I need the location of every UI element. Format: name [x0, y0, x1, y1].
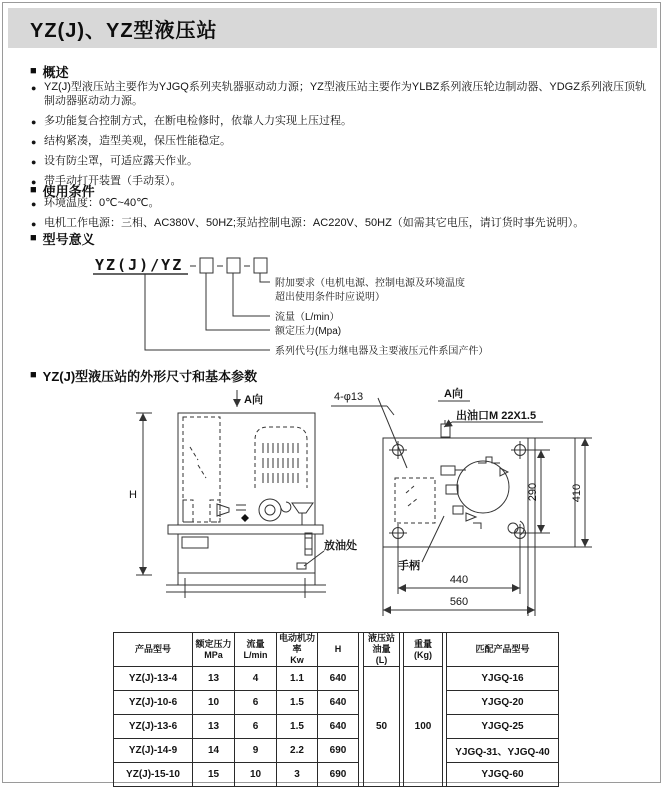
motor-fins	[263, 443, 298, 483]
table-row	[114, 763, 559, 787]
table-header-weight: 重量 (Kg)	[404, 633, 443, 667]
table-cell: YJGQ-20	[447, 691, 559, 715]
handle-label: 手柄	[398, 560, 420, 572]
spec-table	[113, 632, 559, 787]
table-header-model: 产品型号	[114, 633, 193, 667]
section-heading-dimensions	[30, 366, 257, 385]
inner-panel-dashed	[183, 417, 220, 522]
model-code-diagram	[60, 246, 605, 364]
bullet-item: ● 带手动打开装置（手动泵）。	[31, 174, 649, 188]
table-cell: 15	[193, 763, 235, 787]
table-cell-weight: 100	[404, 667, 443, 787]
table-cell: YZ(J)-10-6	[114, 691, 193, 715]
table-cell: 2.2	[277, 739, 318, 763]
pump-body	[259, 499, 281, 521]
bullet-item: ● 电机工作电源：三相、AC380V、50HZ;泵站控制电源：AC220V、50HZ（如需其它电压，请订货时事先说明）。	[31, 216, 649, 230]
section-title: ■ 概述	[42, 65, 69, 80]
table-header-flow: 流量 L/min	[235, 633, 277, 667]
top-view-drawing	[378, 388, 665, 627]
valve-glyph	[217, 504, 229, 516]
outlet-label: 出油口M 22X1.5	[456, 410, 537, 422]
table-cell: YJGQ-16	[447, 667, 559, 691]
table-cell-oil: 50	[364, 667, 400, 787]
table-cell: 690	[318, 739, 359, 763]
oil-tank	[178, 534, 315, 573]
table-row	[114, 667, 559, 691]
page-title: YZ(J)、YZ型液压站	[30, 19, 218, 42]
table-cell: YJGQ-25	[447, 715, 559, 739]
table-cell: YJGQ-31、YJGQ-40	[447, 739, 559, 763]
table-header-pressure: 额定压力 MPa	[193, 633, 235, 667]
table-cell: 640	[318, 691, 359, 715]
page-header	[8, 8, 657, 48]
table-cell: 9	[235, 739, 277, 763]
table-cell: 13	[193, 667, 235, 691]
table-header-row	[114, 633, 559, 667]
table-cell: YZ(J)-13-4	[114, 667, 193, 691]
table-row	[114, 715, 559, 739]
dim-560: 560	[449, 596, 469, 608]
table-header-power: 电动机功率 Kw	[277, 633, 318, 667]
holes-callout-label: 4-φ13	[334, 391, 364, 403]
model-note-additional-1: 附加要求（电机电源、控制电源及环境温度	[275, 278, 465, 289]
bullet-item: ● 结构紧凑，造型美观，保压性能稳定。	[31, 134, 649, 148]
height-dim-label: H	[129, 489, 137, 501]
model-box-additional	[254, 258, 267, 273]
conditions-bullets	[31, 196, 649, 236]
table-header-h: H	[318, 633, 359, 667]
drain-label: 放油处	[324, 540, 357, 552]
table-cell: 4	[235, 667, 277, 691]
model-box-flow	[227, 258, 240, 273]
table-cell: 1.5	[277, 715, 318, 739]
table-cell: 14	[193, 739, 235, 763]
table-cell: 13	[193, 715, 235, 739]
table-header-oil: 液压站油量 (L)	[364, 633, 400, 667]
table-cell: 6	[235, 715, 277, 739]
model-note-additional-2: 超出使用条件时应说明）	[275, 292, 385, 303]
model-note-pressure: 额定压力(Mpa)	[275, 326, 342, 337]
table-row	[114, 691, 559, 715]
model-note-flow: 流量（L/min）	[275, 312, 340, 323]
table-cell: YJGQ-60	[447, 763, 559, 787]
table-cell: YZ(J)-15-10	[114, 763, 193, 787]
model-note-series: 系列代号(压力继电器及主要液压元件系国产件）	[275, 346, 489, 357]
front-view-drawing	[128, 385, 394, 617]
bullet-item: ● 环境温度：0℃~40℃。	[31, 196, 649, 210]
view-a-label: A向	[244, 394, 263, 406]
table-row	[114, 739, 559, 763]
table-cell: 10	[193, 691, 235, 715]
section-title: ■ 使用条件	[42, 184, 95, 199]
table-cell: YZ(J)-13-6	[114, 715, 193, 739]
table-header-match: 匹配产品型号	[447, 633, 559, 667]
bullet-item: ● 多功能复合控制方式，在断电检修时，依靠人力实现上压过程。	[31, 114, 649, 128]
level-gauge	[305, 533, 312, 555]
dust-cover-outline	[178, 413, 315, 525]
bullet-item: ● 设有防尘罩，可适应露天作业。	[31, 154, 649, 168]
model-code-text: YZ(J)/YZ	[95, 256, 184, 274]
model-box-pressure	[200, 258, 213, 273]
mounting-plate	[168, 525, 323, 534]
dim-440: 440	[449, 574, 469, 586]
table-cell: 690	[318, 763, 359, 787]
table-cell: 10	[235, 763, 277, 787]
table-cell: YZ(J)-14-9	[114, 739, 193, 763]
view-a-label: A向	[444, 388, 463, 400]
table-cell: 3	[277, 763, 318, 787]
section-heading-overview	[30, 62, 69, 81]
overview-bullets	[31, 80, 649, 194]
name-plate	[182, 537, 208, 548]
station-outline	[383, 438, 575, 547]
breather-glyph	[292, 503, 313, 513]
dim-410: 410	[571, 483, 583, 503]
component-glyphs	[441, 457, 524, 535]
table-cell: 1.1	[277, 667, 318, 691]
table-cell: 6	[235, 691, 277, 715]
bullet-item: ● YZ(J)型液压站主要作为YJGQ系列夹轨器驱动动力源；YZ型液压站主要作为YLBZ系列液压轮边制动器、YDGZ系列液压顶轨制动器驱动动力源。	[31, 80, 649, 108]
table-cell: 1.5	[277, 691, 318, 715]
section-title: ■ 型号意义	[42, 232, 95, 247]
dim-290: 290	[527, 482, 539, 502]
table-cell: 640	[318, 667, 359, 691]
section-title: ■ YZ(J)型液压站的外形尺寸和基本参数	[42, 369, 258, 384]
table-cell: 640	[318, 715, 359, 739]
